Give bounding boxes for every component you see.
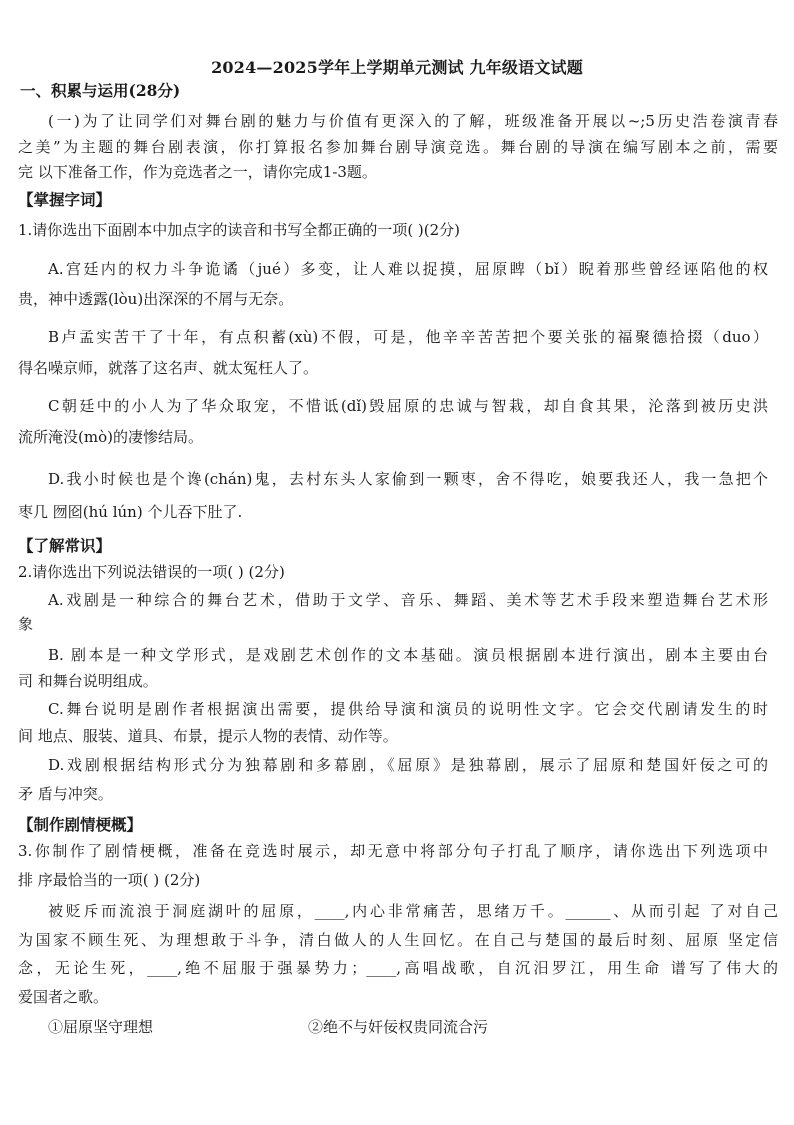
q2-option-c-line-2: 间 地点、服装、道具、布景，提示人物的表情、动作等。	[18, 727, 398, 745]
q2-option-a-line-2: 象	[18, 615, 34, 633]
q2-option-d-line-2: 矛 盾与冲突。	[18, 785, 113, 803]
q1-option-d-line-2: 枣几 囫囵(hú lún) 个儿吞下肚了.	[18, 503, 243, 521]
q1-option-c-line-1: C朝廷中的小人为了华众取宠，不惜诋(dǐ)毁屈原的忠诚与智栽，却自食其果，沦落到被历史洪	[48, 397, 768, 415]
q1-option-a-line-2: 贵，神中透露(lòu)出深深的不屑与无奈。	[18, 290, 294, 308]
q3-stem-line-1: 3.你制作了剧情梗概，准备在竞选时展示，却无意中将部分句子打乱了顺序，请你选出下列选项中	[18, 842, 768, 860]
section-heading-knowledge: 【了解常识】	[18, 536, 112, 555]
q1-option-d-line-1: D.我小时候也是个谗(chán)鬼，去村东头人家偷到一颗枣，舍不得吃，娘要我还人，我一急把个	[48, 470, 768, 488]
q1-option-a-line-1: A.宫廷内的权力斗争诡谲（jué）多变，让人难以捉摸，屈原睥（bǐ）睨着那些曾经诬陷他的权	[48, 260, 768, 278]
part1-heading: 一、积累与运用(28分)	[20, 81, 181, 100]
q1-option-b-line-1: B卢孟实苦干了十年，有点积蓄(xù)不假，可是，他辛辛苦苦把个要关张的福聚德拾掇（duo）	[48, 328, 768, 346]
q3-passage-line-2: 为国家不顾生死、为理想敢于斗争，清白做人的人生回忆。在自己与楚国的最后时刻、屈原 坚定信	[18, 931, 778, 949]
exam-title: 2024—2025学年上学期单元测试 九年级语文试题	[211, 58, 583, 77]
q3-passage-line-3: 念，无论生死，____,绝不屈服于强暴势力；____,高唱战歌，自沉汨罗江，用生命 谱写了伟大的	[18, 959, 778, 977]
q1-option-c-line-2: 流所淹没(mò)的凄惨结局。	[18, 428, 203, 446]
q2-option-b-line-2: 司 和舞台说明组成。	[18, 672, 158, 690]
q2-stem: 2.请你选出下列说法错误的一项( ) (2分)	[18, 563, 285, 581]
q3-choice-1: ①屈原坚守理想	[48, 1018, 154, 1036]
section-heading-synopsis: 【制作剧情梗概】	[18, 815, 143, 834]
intro-line-2: 之美”为主题的舞台剧表演，你打算报名参加舞台剧导演竞选。舞台剧的导演在编写剧本之前，需要	[18, 138, 778, 156]
q3-choice-2: ②绝不与奸佞权贵同流合污	[308, 1018, 489, 1036]
q3-passage-line-1: 被贬斥而流浪于洞庭湖叶的屈原，____,内心非常痛苦，思绪万千。______、从而引起 了对自己	[48, 902, 778, 920]
q1-option-b-line-2: 得名噪京师，就落了这名声、就太冤枉人了。	[18, 359, 319, 377]
intro-line-1: (一)为了让同学们对舞台剧的魅力与价值有更深入的了解，班级准备开展以~;5历史浩卷演青春	[48, 112, 778, 130]
q2-option-c-line-1: C.舞台说明是剧作者根据演出需要，提供给导演和演员的说明性文字。它会交代剧请发生的时	[48, 700, 768, 718]
q2-option-d-line-1: D.戏剧根据结构形式分为独幕剧和多幕剧，《屈原》是独幕剧，展示了屈原和楚国奸佞之可的	[48, 756, 768, 774]
q1-stem: 1.请你选出下面剧本中加点字的读音和书写全都正确的一项( )(2分)	[18, 221, 461, 239]
section-heading-vocab: 【掌握字词】	[18, 190, 112, 209]
q3-stem-line-2: 排 序最恰当的一项( ) (2分)	[18, 871, 201, 889]
q2-option-a-line-1: A.戏剧是一种综合的舞台艺术，借助于文学、音乐、舞蹈、美术等艺术手段来塑造舞台艺术形	[48, 591, 768, 609]
intro-line-3: 完 以下准备工作，作为竞选者之一，请你完成1-3题。	[18, 163, 377, 181]
q2-option-b-line-1: B. 剧本是一种文学形式，是戏剧艺术创作的文本基础。演员根据剧本进行演出，剧本主要由台	[48, 646, 768, 664]
q3-passage-line-4: 爱国者之歌。	[18, 988, 109, 1006]
